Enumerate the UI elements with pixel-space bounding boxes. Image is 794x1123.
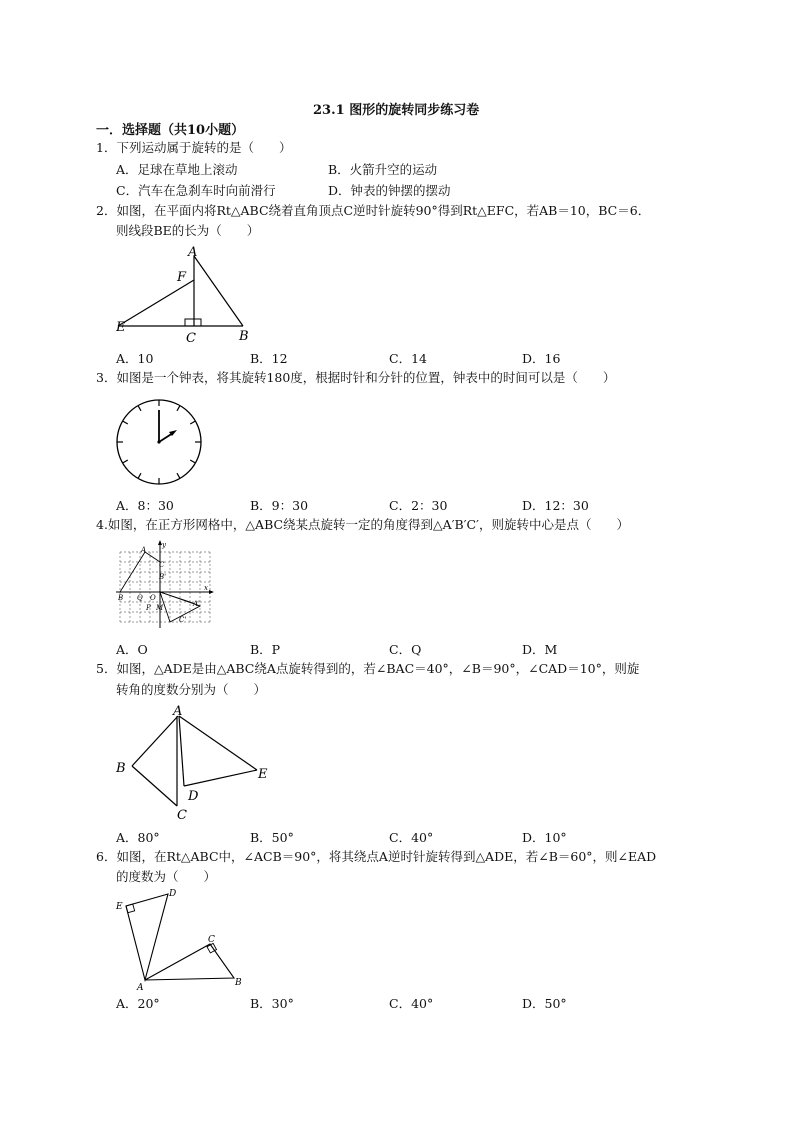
q6-stem-line1: 6．如图，在Rt△ABC中，∠ACB＝90°，将其绕点A逆时针旋转得到△ADE，若∠B＝60°，则∠EAD [96,849,657,864]
q2-option-b[interactable]: B．12 [250,351,288,366]
q4-label-y: y [162,541,166,549]
q5-label-e: E [258,767,268,782]
q5-option-c[interactable]: C．40° [389,830,434,845]
q2-stem-line1: 2．如图，在平面内将Rt△ABC绕着直角顶点C逆时针旋转90°得到Rt△EFC，若AB＝10，BC＝6． [96,203,651,218]
section-heading: 一．选择题（共10小题） [96,123,245,138]
q4-stem: 4.如图，在正方形网格中，△ABC绕某点旋转一定的角度得到△A′B′C′，则旋转中心是点（ ） [96,517,629,532]
q3-option-b[interactable]: B．9：30 [250,498,309,513]
q4-label-a-prime: A' [193,600,200,608]
q4-option-d[interactable]: D．M [522,642,558,657]
q4-label-c: C [159,561,165,569]
q2-stem-line2: 则线段BE的长为（ ） [116,223,260,238]
q5-option-d[interactable]: D．10° [522,830,567,845]
q6-label-c: C [208,935,215,945]
q4-label-p: P [146,604,151,612]
q2-label-b: B [239,329,249,344]
q6-option-a[interactable]: A．20° [116,996,160,1011]
q5-figure [114,702,274,822]
q2-label-e: E [116,320,126,335]
q4-option-b[interactable]: B．P [250,642,281,657]
q5-option-a[interactable]: A．80° [116,830,160,845]
q6-option-b[interactable]: B．30° [250,996,294,1011]
q4-grid-figure [114,540,214,632]
q3-option-c[interactable]: C．2：30 [389,498,448,513]
q3-option-a[interactable]: A．8：30 [116,498,174,513]
q6-label-e: E [116,902,123,912]
q5-stem-line2: 转角的度数分别为（ ） [116,682,267,697]
q2-label-a: A [188,245,198,260]
q2-label-f: F [177,270,187,285]
q4-label-a: A [141,546,147,554]
q6-label-b: B [235,978,242,988]
q4-option-a[interactable]: A．O [116,642,148,657]
q3-clock-figure [113,396,205,488]
q2-figure [110,244,270,344]
q4-label-c-prime: C' [179,616,187,624]
q2-option-a[interactable]: A．10 [116,351,154,366]
q4-label-q: Q [137,594,143,602]
q6-option-d[interactable]: D．50° [522,996,567,1011]
q5-label-d: D [188,789,199,804]
q2-option-c[interactable]: C．14 [389,351,427,366]
q4-label-o: O [150,594,156,602]
q5-label-b: B [116,761,126,776]
q3-stem: 3．如图是一个钟表，将其旋转180度，根据时针和分针的位置，钟表中的时间可以是（ ） [96,370,616,385]
q2-option-d[interactable]: D．16 [522,351,561,366]
q4-label-b: B [118,594,124,602]
q5-label-c: C [177,808,187,823]
q6-stem-line2: 的度数为（ ） [116,869,217,884]
q5-label-a: A [173,704,183,719]
q4-label-x: x [204,584,208,592]
q5-option-b[interactable]: B．50° [250,830,294,845]
q1-stem: 1．下列运动属于旋转的是（ ） [96,140,292,155]
q6-label-a: A [137,983,144,993]
q1-option-b[interactable]: B．火箭升空的运动 [328,162,438,177]
q1-option-a[interactable]: A．足球在草地上滚动 [116,162,238,177]
q6-option-c[interactable]: C．40° [389,996,434,1011]
q1-option-d[interactable]: D．钟表的钟摆的摆动 [328,183,451,198]
q4-option-c[interactable]: C．Q [389,642,422,657]
q4-label-b-prime: B' [159,573,167,581]
q6-figure [112,888,262,992]
q4-label-m: M [156,604,164,612]
q3-option-d[interactable]: D．12：30 [522,498,589,513]
q2-label-c: C [186,331,196,346]
q1-option-c[interactable]: C．汽车在急刹车时向前滑行 [116,183,276,198]
q6-label-d: D [169,889,177,899]
page-title: 23.1 图形的旋转同步练习卷 [313,103,480,118]
q5-stem-line1: 5．如图，△ADE是由△ABC绕A点旋转得到的，若∠BAC＝40°，∠B＝90°，∠CAD＝10°，则旋 [96,661,640,676]
